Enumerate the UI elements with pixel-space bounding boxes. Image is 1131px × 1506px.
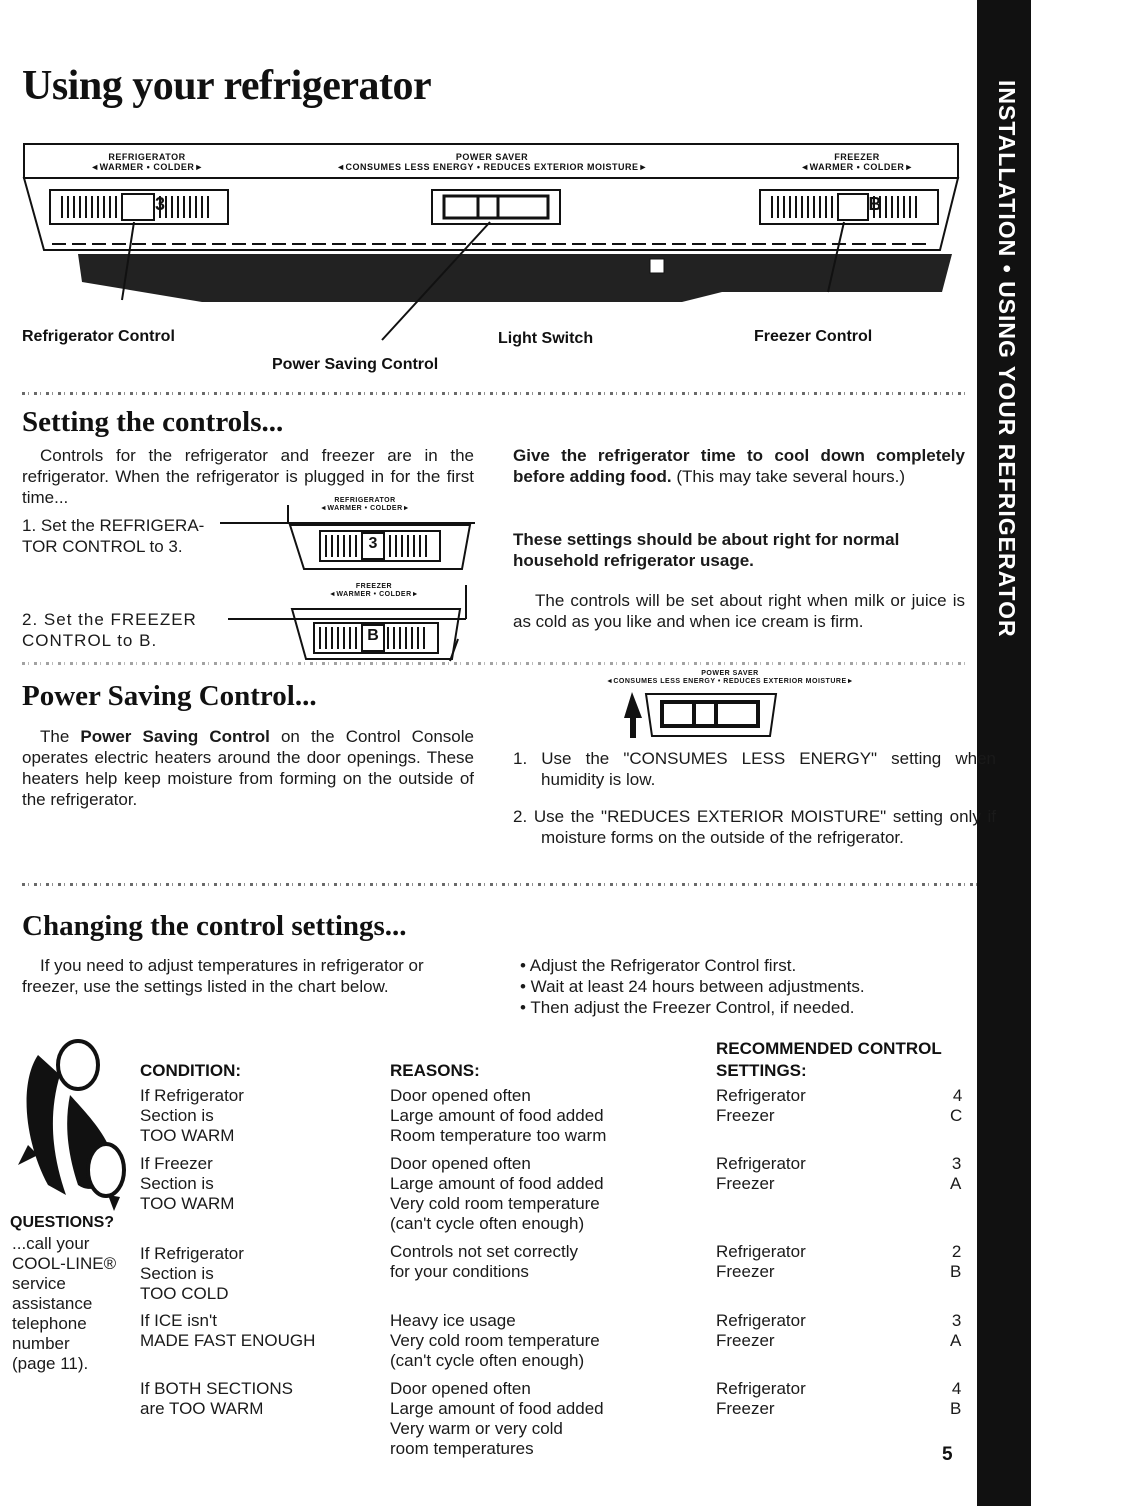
power-text-pre: The <box>40 727 81 746</box>
give-time-rest: (This may take several hours.) <box>671 467 906 486</box>
setting-intro: Controls for the refrigerator and freezer are in the refrigerator. When the refrigerator is plugged in for the first time... <box>22 446 474 507</box>
values-cell: 2 B <box>950 1242 962 1281</box>
questions-title: QUESTIONS? <box>10 1214 115 1231</box>
mini-ref-value: 3 <box>368 535 378 552</box>
values-cell: 3 A <box>950 1154 962 1193</box>
mini-frz-labels <box>304 583 444 599</box>
power-step-1: 1. Use the "CONSUMES LESS ENERGY" setting when humidity is low. <box>513 749 996 789</box>
power-heading: Power Saving Control... <box>22 680 317 712</box>
setting-heading: Setting the controls... <box>22 406 284 438</box>
page-title: Using your refrigerator <box>22 63 432 109</box>
divider <box>22 883 977 886</box>
setting-step-2: 2. Set the FREEZER CONTROL to B. <box>22 610 197 650</box>
reasons-cell: Door opened often Large amount of food added Very cold room temperature (can't cycle often enough) <box>390 1154 604 1233</box>
page-number: 5 <box>942 1444 953 1465</box>
settings-cell: Refrigerator Freezer <box>716 1242 806 1281</box>
column-header-reasons: REASONS: <box>390 1061 480 1080</box>
telephone-illustration <box>8 1035 138 1215</box>
setting-step-1: 1. Set the REFRIGERA- TOR CONTROL to 3. <box>22 516 205 556</box>
power-console-label <box>282 152 702 172</box>
reasons-cell: Heavy ice usage Very cold room temperature (can't cycle often enough) <box>390 1311 600 1370</box>
reasons-cell: Door opened often Large amount of food added Room temperature too warm <box>390 1086 607 1145</box>
controls-about-right: The controls will be set about right when milk or juice is as cold as you like and when ice cream is firm. <box>513 591 965 631</box>
callout-refrigerator-control: Refrigerator Control <box>22 328 175 345</box>
callout-power-saving-control: Power Saving Control <box>272 356 439 373</box>
mini-freezer-dial <box>228 583 488 663</box>
refrigerator-scale-text: ◄WARMER • COLDER► <box>90 162 204 172</box>
power-step-2: 2. Use the "REDUCES EXTERIOR MOISTURE" setting only if moisture forms on the outside of the refrigerator. <box>513 807 996 847</box>
power-text-bold: Power Saving Control <box>80 727 270 746</box>
give-time-bold: Give the refrigerator time to cool down completely before adding food. <box>513 446 965 486</box>
changing-heading: Changing the control settings... <box>22 910 407 942</box>
changing-intro: If you need to adjust temperatures in refrigerator or freezer, use the settings listed in the chart below. <box>22 956 424 996</box>
power-text-post: on the Control Console operates electric heaters around the door openings. These heaters help keep moisture from forming on the outside of the refrigerator. <box>22 727 474 809</box>
give-time-paragraph <box>513 445 965 487</box>
sidebar-title: INSTALLATION • USING YOUR REFRIGERATOR <box>994 80 1020 638</box>
settings-cell: Refrigerator Freezer <box>716 1379 806 1418</box>
values-cell: 3 A <box>950 1311 962 1350</box>
column-header-condition: CONDITION: <box>140 1061 242 1080</box>
divider <box>22 662 967 665</box>
mini-frz-scale: ◄WARMER • COLDER► <box>328 591 420 598</box>
mini-power-label: POWER SAVER <box>701 670 759 677</box>
freezer-console-label <box>782 152 932 172</box>
reasons-cell: Controls not set correctly for your conditions <box>390 1242 579 1281</box>
condition-cell: If Refrigerator Section is TOO WARM <box>140 1086 244 1145</box>
power-label-text: POWER SAVER <box>455 152 529 162</box>
values-cell: 4 B <box>950 1379 962 1418</box>
settings-about-right: These settings should be about right for normal household refrigerator usage. <box>513 530 900 570</box>
telephone-drawing <box>8 1035 138 1215</box>
settings-cell: Refrigerator Freezer <box>716 1086 806 1125</box>
mini-ref-label: REFRIGERATOR <box>334 497 396 504</box>
power-description <box>22 726 474 810</box>
mini-frz-label: FREEZER <box>355 583 393 590</box>
callout-light-switch: Light Switch <box>498 330 594 347</box>
condition-cell: If BOTH SECTIONS are TOO WARM <box>140 1379 294 1418</box>
refrigerator-label-text: REFRIGERATOR <box>108 152 186 162</box>
bullet-item: • Wait at least 24 hours between adjustments. <box>520 977 865 996</box>
freezer-dial-value: B <box>868 194 882 214</box>
mini-refrigerator-dial <box>220 495 480 575</box>
mini-ref-scale: ◄WARMER • COLDER► <box>319 505 411 512</box>
bullet-item: • Then adjust the Freezer Control, if needed. <box>520 998 855 1017</box>
divider <box>22 392 967 395</box>
freezer-label-text: FREEZER <box>834 152 880 162</box>
condition-cell: If Refrigerator Section is TOO COLD <box>140 1244 244 1303</box>
console-drawing <box>22 142 962 352</box>
mini-power-scale: ◄CONSUMES LESS ENERGY • REDUCES EXTERIOR MOISTURE► <box>605 678 855 685</box>
mini-power-switch-drawing <box>616 690 796 742</box>
bullet-item: • Adjust the Refrigerator Control first. <box>520 956 797 975</box>
questions-text: ...call your COOL-LINE® service assistance telephone number (page 11). <box>12 1234 117 1373</box>
mini-power-switch <box>616 690 796 742</box>
control-console-illustration <box>22 142 962 352</box>
freezer-scale-text: ◄WARMER • COLDER► <box>800 162 914 172</box>
refrigerator-console-label <box>72 152 222 172</box>
callout-freezer-control: Freezer Control <box>754 328 873 345</box>
mini-ref-labels <box>300 497 430 513</box>
settings-cell: Refrigerator Freezer <box>716 1311 806 1350</box>
reasons-cell: Door opened often Large amount of food added Very warm or very cold room temperatures <box>390 1379 604 1458</box>
column-header-settings: RECOMMENDED CONTROL SETTINGS: <box>716 1039 942 1080</box>
power-scale-text: ◄CONSUMES LESS ENERGY • REDUCES EXTERIOR MOISTURE► <box>336 162 648 172</box>
condition-cell: If ICE isn't MADE FAST ENOUGH <box>140 1311 316 1350</box>
values-cell: 4 C <box>950 1086 963 1125</box>
condition-cell: If Freezer Section is TOO WARM <box>140 1154 235 1213</box>
refrigerator-dial-value: 3 <box>154 194 165 214</box>
changing-bullets <box>520 955 970 1018</box>
mini-frz-value: B <box>367 627 379 644</box>
settings-cell: Refrigerator Freezer <box>716 1154 806 1193</box>
mini-power-labels <box>560 670 900 686</box>
